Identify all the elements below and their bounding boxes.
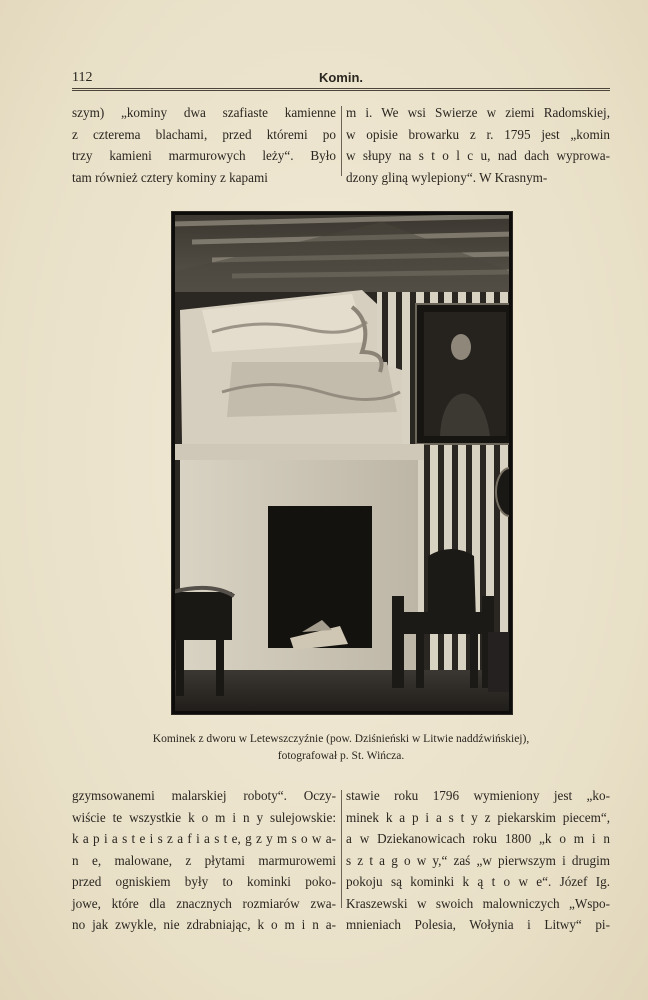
text-line: k a p i a s t e i s z a f i a s t e, g z y m s o w a-: [72, 831, 336, 846]
text-column-bottom-right: [346, 785, 610, 936]
text-line: n e, malowane, z płytami marmurowemi: [72, 852, 336, 868]
text-line: m i. We wsi Swierze w ziemi Radomskiej,: [346, 105, 610, 120]
text-line: szym) „kominy dwa szafiaste kamienne: [72, 105, 336, 120]
running-title: Komin.: [318, 70, 364, 85]
fireplace-photograph: [171, 211, 513, 715]
text-line: w opisie browarku z r. 1795 jest „komin: [346, 126, 610, 142]
page-header: [72, 70, 610, 90]
text-line: pokoju są kominki k ą t o w e“. Józef Ig.: [346, 874, 610, 889]
figure-caption: [72, 731, 610, 765]
photo-illustration: [172, 212, 512, 714]
text-line: gzymsowanemi malarskiej roboty“. Oczy-: [72, 788, 336, 803]
page-number: 112: [72, 70, 93, 85]
column-divider: [341, 790, 342, 908]
text-line: no jak zwykle, nie zdrabniając, k o m i n a-: [72, 917, 336, 932]
text-line: trzy kamieni marmurowych leży“. Było: [72, 148, 336, 163]
caption-line: Kominek z dworu w Letewszczyźnie (pow. Dziśnieński w Litwie naddźwińskiej),: [152, 733, 530, 745]
text-line: minek k a p i a s t y z piekarskim piecem“,: [346, 809, 610, 825]
column-divider: [341, 106, 342, 176]
header-rule: [72, 88, 610, 91]
text-line: dzony gliną wylepiony“. W Krasnym-: [346, 169, 548, 185]
text-column-top-right: [346, 102, 610, 188]
text-line: a w Dziekanowicach roku 1800 „k o m i n: [346, 831, 610, 846]
caption-line: fotografował p. St. Wińcza.: [277, 750, 405, 762]
text-line: mnieniach Polesia, Wołynia i Litwy“ pi-: [346, 917, 610, 932]
text-column-bottom-left: [72, 785, 336, 936]
text-line: w słupy na s t o l c u, nad dach wyprowa-: [346, 148, 610, 163]
text-line: Kraszewski w swoich malowniczych „Wspo-: [346, 895, 610, 911]
text-line: s z t a g o w y,“ zaś „w pierwszym i drugim: [346, 852, 610, 868]
text-line: stawie roku 1796 wymieniony jest „ko-: [346, 788, 610, 803]
text-line: tam również cztery kominy z kapami: [72, 169, 268, 185]
text-line: wiście te wszystkie k o m i n y sulejowskie:: [72, 809, 336, 825]
text-line: z czterema blachami, przed któremi po: [72, 126, 336, 142]
text-line: przed ogniskiem były to kominki poko-: [72, 874, 336, 889]
text-column-top-left: [72, 102, 336, 188]
text-line: jowe, które dla znacznych rozmiarów zwa-: [72, 895, 336, 911]
